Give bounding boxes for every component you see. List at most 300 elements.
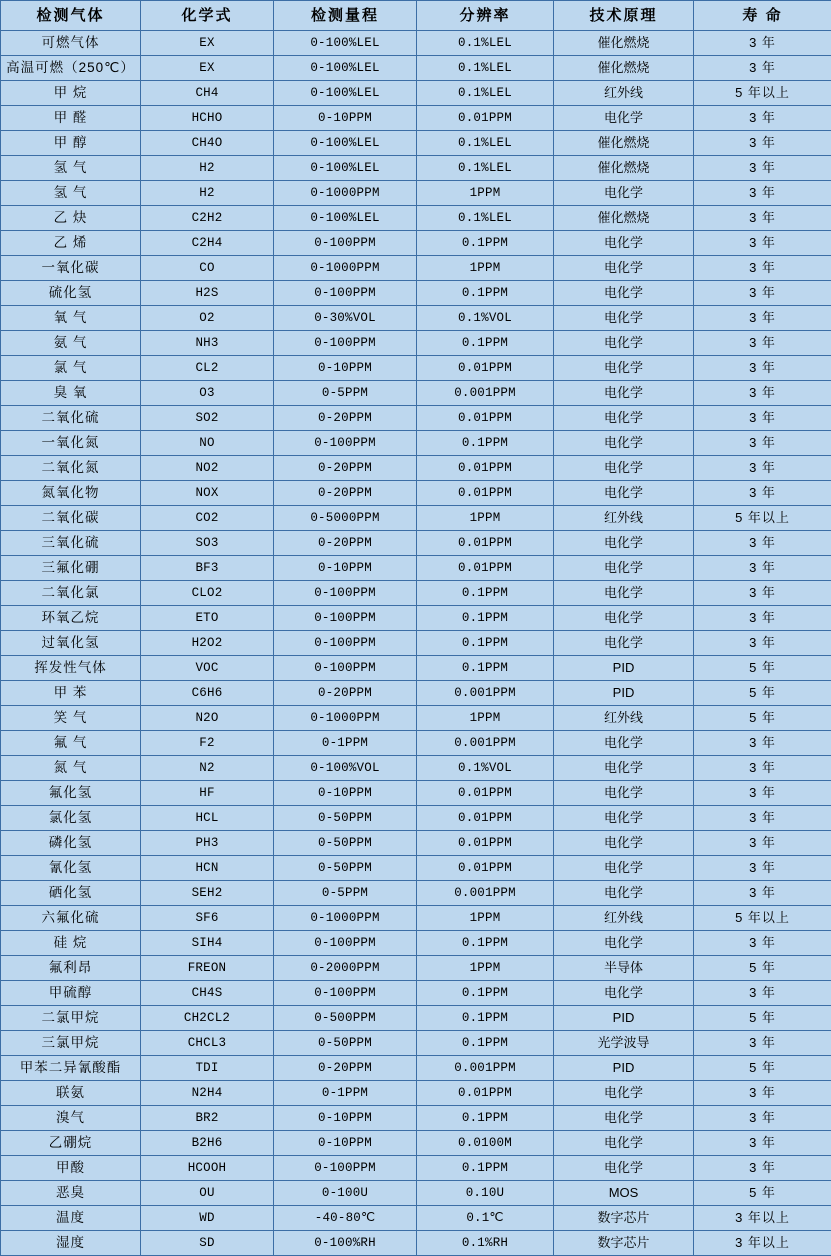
cell-technology: 电化学 xyxy=(554,606,694,631)
table-row xyxy=(1,631,831,656)
cell-technology: 电化学 xyxy=(554,931,694,956)
cell-lifespan: 3 年 xyxy=(694,756,831,781)
cell-gas-name: 硒化氢 xyxy=(1,881,141,906)
cell-lifespan: 5 年以上 xyxy=(694,506,831,531)
cell-detection-range: -40-80℃ xyxy=(274,1206,417,1231)
cell-lifespan: 5 年 xyxy=(694,656,831,681)
table-row xyxy=(1,56,831,81)
cell-technology: 催化燃烧 xyxy=(554,156,694,181)
cell-lifespan: 3 年 xyxy=(694,481,831,506)
cell-resolution: 0.1%LEL xyxy=(417,131,554,156)
table-row xyxy=(1,1156,831,1181)
cell-lifespan: 3 年 xyxy=(694,306,831,331)
table-row xyxy=(1,831,831,856)
cell-technology: 电化学 xyxy=(554,256,694,281)
cell-detection-range: 0-1000PPM xyxy=(274,706,417,731)
table-header xyxy=(1,1,831,31)
cell-technology: 电化学 xyxy=(554,731,694,756)
cell-lifespan: 3 年 xyxy=(694,231,831,256)
cell-detection-range: 0-5000PPM xyxy=(274,506,417,531)
cell-gas-name: 氮氧化物 xyxy=(1,481,141,506)
cell-detection-range: 0-20PPM xyxy=(274,531,417,556)
cell-detection-range: 0-50PPM xyxy=(274,806,417,831)
cell-detection-range: 0-10PPM xyxy=(274,556,417,581)
table-row xyxy=(1,306,831,331)
table-row xyxy=(1,456,831,481)
cell-technology: 电化学 xyxy=(554,1081,694,1106)
table-row xyxy=(1,481,831,506)
cell-resolution: 1PPM xyxy=(417,181,554,206)
cell-technology: 电化学 xyxy=(554,431,694,456)
cell-chemical-formula: CH2CL2 xyxy=(141,1006,274,1031)
cell-gas-name: 氯化氢 xyxy=(1,806,141,831)
cell-gas-name: 氟化氢 xyxy=(1,781,141,806)
cell-technology: MOS xyxy=(554,1181,694,1206)
cell-gas-name: 六氟化硫 xyxy=(1,906,141,931)
cell-lifespan: 3 年 xyxy=(694,406,831,431)
cell-chemical-formula: ETO xyxy=(141,606,274,631)
cell-lifespan: 3 年 xyxy=(694,556,831,581)
cell-detection-range: 0-20PPM xyxy=(274,481,417,506)
cell-lifespan: 3 年 xyxy=(694,1031,831,1056)
cell-resolution: 0.1%LEL xyxy=(417,206,554,231)
cell-chemical-formula: HCOOH xyxy=(141,1156,274,1181)
cell-resolution: 1PPM xyxy=(417,706,554,731)
cell-resolution: 0.01PPM xyxy=(417,856,554,881)
cell-technology: 数字芯片 xyxy=(554,1206,694,1231)
cell-technology: 电化学 xyxy=(554,981,694,1006)
cell-detection-range: 0-1000PPM xyxy=(274,181,417,206)
table-row xyxy=(1,81,831,106)
cell-resolution: 0.1%LEL xyxy=(417,156,554,181)
cell-gas-name: 臭 氧 xyxy=(1,381,141,406)
cell-gas-name: 过氧化氢 xyxy=(1,631,141,656)
cell-detection-range: 0-100PPM xyxy=(274,1156,417,1181)
cell-detection-range: 0-500PPM xyxy=(274,1006,417,1031)
cell-chemical-formula: C6H6 xyxy=(141,681,274,706)
cell-gas-name: 湿度 xyxy=(1,1231,141,1256)
table-row xyxy=(1,1206,831,1231)
cell-lifespan: 5 年以上 xyxy=(694,81,831,106)
cell-lifespan: 3 年 xyxy=(694,531,831,556)
cell-resolution: 0.1%VOL xyxy=(417,306,554,331)
cell-chemical-formula: BR2 xyxy=(141,1106,274,1131)
cell-lifespan: 3 年 xyxy=(694,581,831,606)
cell-lifespan: 3 年 xyxy=(694,1106,831,1131)
cell-chemical-formula: TDI xyxy=(141,1056,274,1081)
cell-gas-name: 可燃气体 xyxy=(1,31,141,56)
table-row xyxy=(1,731,831,756)
cell-resolution: 1PPM xyxy=(417,956,554,981)
cell-technology: 电化学 xyxy=(554,306,694,331)
cell-detection-range: 0-100PPM xyxy=(274,281,417,306)
table-row xyxy=(1,1081,831,1106)
cell-resolution: 0.1%VOL xyxy=(417,756,554,781)
cell-chemical-formula: EX xyxy=(141,56,274,81)
cell-detection-range: 0-50PPM xyxy=(274,856,417,881)
cell-technology: 电化学 xyxy=(554,406,694,431)
cell-gas-name: 氧 气 xyxy=(1,306,141,331)
cell-chemical-formula: HCHO xyxy=(141,106,274,131)
cell-gas-name: 甲硫醇 xyxy=(1,981,141,1006)
cell-lifespan: 3 年 xyxy=(694,881,831,906)
table-row xyxy=(1,356,831,381)
table-row xyxy=(1,406,831,431)
cell-resolution: 0.1PPM xyxy=(417,981,554,1006)
cell-technology: 催化燃烧 xyxy=(554,131,694,156)
cell-resolution: 0.1%LEL xyxy=(417,81,554,106)
cell-detection-range: 0-20PPM xyxy=(274,456,417,481)
cell-detection-range: 0-100PPM xyxy=(274,931,417,956)
cell-chemical-formula: FREON xyxy=(141,956,274,981)
cell-gas-name: 二氧化氮 xyxy=(1,456,141,481)
cell-lifespan: 3 年 xyxy=(694,206,831,231)
table-row xyxy=(1,1006,831,1031)
cell-resolution: 0.1PPM xyxy=(417,631,554,656)
header-detection-range: 检测量程 xyxy=(274,1,417,31)
cell-detection-range: 0-10PPM xyxy=(274,106,417,131)
cell-lifespan: 3 年 xyxy=(694,31,831,56)
cell-technology: 电化学 xyxy=(554,531,694,556)
cell-resolution: 0.01PPM xyxy=(417,806,554,831)
cell-lifespan: 3 年 xyxy=(694,256,831,281)
cell-resolution: 0.0100M xyxy=(417,1131,554,1156)
cell-resolution: 0.001PPM xyxy=(417,731,554,756)
cell-resolution: 0.1PPM xyxy=(417,1006,554,1031)
cell-lifespan: 3 年 xyxy=(694,781,831,806)
cell-resolution: 0.10U xyxy=(417,1181,554,1206)
table-row xyxy=(1,806,831,831)
cell-technology: 电化学 xyxy=(554,1156,694,1181)
cell-lifespan: 3 年 xyxy=(694,1156,831,1181)
table-row xyxy=(1,581,831,606)
cell-detection-range: 0-20PPM xyxy=(274,681,417,706)
table-row xyxy=(1,531,831,556)
cell-lifespan: 3 年 xyxy=(694,831,831,856)
cell-lifespan: 5 年 xyxy=(694,1006,831,1031)
cell-chemical-formula: CO xyxy=(141,256,274,281)
cell-gas-name: 氰化氢 xyxy=(1,856,141,881)
cell-chemical-formula: CLO2 xyxy=(141,581,274,606)
cell-chemical-formula: N2 xyxy=(141,756,274,781)
cell-detection-range: 0-100PPM xyxy=(274,656,417,681)
cell-gas-name: 挥发性气体 xyxy=(1,656,141,681)
cell-detection-range: 0-100PPM xyxy=(274,431,417,456)
cell-chemical-formula: NOX xyxy=(141,481,274,506)
cell-technology: 电化学 xyxy=(554,581,694,606)
cell-chemical-formula: SIH4 xyxy=(141,931,274,956)
cell-technology: 电化学 xyxy=(554,556,694,581)
cell-gas-name: 甲 烷 xyxy=(1,81,141,106)
cell-detection-range: 0-5PPM xyxy=(274,381,417,406)
cell-technology: 红外线 xyxy=(554,906,694,931)
cell-lifespan: 5 年以上 xyxy=(694,906,831,931)
cell-detection-range: 0-20PPM xyxy=(274,1056,417,1081)
table-row xyxy=(1,206,831,231)
cell-technology: 电化学 xyxy=(554,231,694,256)
cell-resolution: 0.01PPM xyxy=(417,456,554,481)
cell-lifespan: 5 年 xyxy=(694,956,831,981)
table-row xyxy=(1,781,831,806)
cell-detection-range: 0-100PPM xyxy=(274,981,417,1006)
cell-technology: PID xyxy=(554,1056,694,1081)
cell-gas-name: 恶臭 xyxy=(1,1181,141,1206)
table-row xyxy=(1,931,831,956)
cell-resolution: 0.1PPM xyxy=(417,331,554,356)
cell-resolution: 0.01PPM xyxy=(417,531,554,556)
cell-detection-range: 0-1PPM xyxy=(274,731,417,756)
cell-gas-name: 氨 气 xyxy=(1,331,141,356)
cell-gas-name: 一氧化碳 xyxy=(1,256,141,281)
cell-detection-range: 0-100%LEL xyxy=(274,131,417,156)
table-row xyxy=(1,706,831,731)
cell-resolution: 0.01PPM xyxy=(417,556,554,581)
cell-gas-name: 三氟化硼 xyxy=(1,556,141,581)
cell-lifespan: 3 年 xyxy=(694,131,831,156)
cell-detection-range: 0-20PPM xyxy=(274,406,417,431)
cell-technology: 数字芯片 xyxy=(554,1231,694,1256)
cell-technology: 半导体 xyxy=(554,956,694,981)
cell-resolution: 0.001PPM xyxy=(417,381,554,406)
cell-chemical-formula: CH4O xyxy=(141,131,274,156)
cell-chemical-formula: N2H4 xyxy=(141,1081,274,1106)
cell-technology: 电化学 xyxy=(554,331,694,356)
cell-resolution: 0.1PPM xyxy=(417,231,554,256)
cell-resolution: 0.01PPM xyxy=(417,406,554,431)
cell-technology: 光学波导 xyxy=(554,1031,694,1056)
cell-resolution: 0.1%LEL xyxy=(417,31,554,56)
cell-chemical-formula: N2O xyxy=(141,706,274,731)
table-row xyxy=(1,181,831,206)
cell-lifespan: 3 年 xyxy=(694,1081,831,1106)
cell-chemical-formula: PH3 xyxy=(141,831,274,856)
cell-chemical-formula: O3 xyxy=(141,381,274,406)
cell-gas-name: 氮 气 xyxy=(1,756,141,781)
cell-chemical-formula: SO2 xyxy=(141,406,274,431)
cell-gas-name: 笑 气 xyxy=(1,706,141,731)
cell-technology: 催化燃烧 xyxy=(554,56,694,81)
cell-technology: 电化学 xyxy=(554,1131,694,1156)
cell-lifespan: 3 年 xyxy=(694,56,831,81)
cell-resolution: 0.1PPM xyxy=(417,1156,554,1181)
table-row xyxy=(1,506,831,531)
cell-technology: 电化学 xyxy=(554,806,694,831)
cell-gas-name: 甲 苯 xyxy=(1,681,141,706)
cell-chemical-formula: F2 xyxy=(141,731,274,756)
table-row xyxy=(1,31,831,56)
cell-detection-range: 0-100PPM xyxy=(274,231,417,256)
table-row xyxy=(1,556,831,581)
cell-gas-name: 乙硼烷 xyxy=(1,1131,141,1156)
table-row xyxy=(1,381,831,406)
cell-resolution: 1PPM xyxy=(417,506,554,531)
cell-technology: 电化学 xyxy=(554,756,694,781)
cell-chemical-formula: WD xyxy=(141,1206,274,1231)
cell-detection-range: 0-10PPM xyxy=(274,1106,417,1131)
cell-detection-range: 0-30%VOL xyxy=(274,306,417,331)
cell-lifespan: 3 年以上 xyxy=(694,1206,831,1231)
cell-chemical-formula: HCL xyxy=(141,806,274,831)
table-row xyxy=(1,881,831,906)
table-row xyxy=(1,331,831,356)
cell-gas-name: 氢 气 xyxy=(1,181,141,206)
header-lifespan: 寿 命 xyxy=(694,1,831,31)
cell-chemical-formula: CL2 xyxy=(141,356,274,381)
cell-chemical-formula: O2 xyxy=(141,306,274,331)
cell-chemical-formula: NH3 xyxy=(141,331,274,356)
cell-detection-range: 0-100%VOL xyxy=(274,756,417,781)
cell-detection-range: 0-10PPM xyxy=(274,1131,417,1156)
table-row xyxy=(1,281,831,306)
cell-resolution: 0.1PPM xyxy=(417,606,554,631)
cell-chemical-formula: HF xyxy=(141,781,274,806)
cell-gas-name: 甲苯二异氰酸酯 xyxy=(1,1056,141,1081)
cell-gas-name: 高温可燃（250℃） xyxy=(1,56,141,81)
cell-resolution: 0.01PPM xyxy=(417,781,554,806)
cell-detection-range: 0-100PPM xyxy=(274,631,417,656)
table-row xyxy=(1,981,831,1006)
cell-detection-range: 0-50PPM xyxy=(274,831,417,856)
cell-technology: 电化学 xyxy=(554,631,694,656)
table-row xyxy=(1,681,831,706)
cell-technology: 催化燃烧 xyxy=(554,31,694,56)
cell-resolution: 0.1PPM xyxy=(417,656,554,681)
cell-resolution: 1PPM xyxy=(417,256,554,281)
cell-gas-name: 甲酸 xyxy=(1,1156,141,1181)
cell-lifespan: 3 年 xyxy=(694,381,831,406)
table-row xyxy=(1,1131,831,1156)
table-row xyxy=(1,1181,831,1206)
cell-detection-range: 0-100%LEL xyxy=(274,56,417,81)
cell-gas-name: 氢 气 xyxy=(1,156,141,181)
cell-chemical-formula: CHCL3 xyxy=(141,1031,274,1056)
cell-gas-name: 二氧化碳 xyxy=(1,506,141,531)
table-row xyxy=(1,431,831,456)
cell-technology: 电化学 xyxy=(554,831,694,856)
cell-technology: 电化学 xyxy=(554,281,694,306)
cell-technology: 红外线 xyxy=(554,506,694,531)
cell-resolution: 0.1PPM xyxy=(417,1106,554,1131)
header-row xyxy=(1,1,831,31)
cell-chemical-formula: C2H2 xyxy=(141,206,274,231)
cell-resolution: 0.1PPM xyxy=(417,281,554,306)
header-resolution: 分辨率 xyxy=(417,1,554,31)
cell-chemical-formula: C2H4 xyxy=(141,231,274,256)
cell-gas-name: 甲 醇 xyxy=(1,131,141,156)
table-row xyxy=(1,1231,831,1256)
cell-lifespan: 5 年 xyxy=(694,681,831,706)
cell-detection-range: 0-100PPM xyxy=(274,606,417,631)
cell-chemical-formula: CH4 xyxy=(141,81,274,106)
cell-gas-name: 二氧化硫 xyxy=(1,406,141,431)
cell-detection-range: 0-10PPM xyxy=(274,356,417,381)
cell-lifespan: 3 年 xyxy=(694,456,831,481)
cell-chemical-formula: EX xyxy=(141,31,274,56)
cell-detection-range: 0-1000PPM xyxy=(274,906,417,931)
cell-gas-name: 乙 炔 xyxy=(1,206,141,231)
cell-gas-name: 二氯甲烷 xyxy=(1,1006,141,1031)
cell-gas-name: 溴气 xyxy=(1,1106,141,1131)
header-technology: 技术原理 xyxy=(554,1,694,31)
cell-lifespan: 3 年 xyxy=(694,356,831,381)
cell-technology: PID xyxy=(554,1006,694,1031)
cell-chemical-formula: H2 xyxy=(141,181,274,206)
cell-technology: 催化燃烧 xyxy=(554,206,694,231)
cell-resolution: 0.1PPM xyxy=(417,1031,554,1056)
table-row xyxy=(1,956,831,981)
cell-lifespan: 3 年 xyxy=(694,106,831,131)
cell-gas-name: 环氧乙烷 xyxy=(1,606,141,631)
cell-lifespan: 3 年 xyxy=(694,606,831,631)
cell-lifespan: 5 年 xyxy=(694,1056,831,1081)
cell-lifespan: 3 年 xyxy=(694,981,831,1006)
cell-resolution: 0.01PPM xyxy=(417,106,554,131)
cell-detection-range: 0-100PPM xyxy=(274,331,417,356)
table-row xyxy=(1,1056,831,1081)
cell-gas-name: 三氯甲烷 xyxy=(1,1031,141,1056)
table-row xyxy=(1,106,831,131)
table-row xyxy=(1,231,831,256)
cell-detection-range: 0-1PPM xyxy=(274,1081,417,1106)
cell-lifespan: 3 年 xyxy=(694,806,831,831)
cell-detection-range: 0-1000PPM xyxy=(274,256,417,281)
cell-lifespan: 3 年 xyxy=(694,431,831,456)
cell-resolution: 0.1℃ xyxy=(417,1206,554,1231)
table-row xyxy=(1,656,831,681)
table-row xyxy=(1,906,831,931)
cell-technology: 电化学 xyxy=(554,181,694,206)
cell-gas-name: 乙 烯 xyxy=(1,231,141,256)
cell-technology: 电化学 xyxy=(554,481,694,506)
table-row xyxy=(1,606,831,631)
cell-lifespan: 3 年 xyxy=(694,931,831,956)
cell-lifespan: 3 年 xyxy=(694,181,831,206)
cell-detection-range: 0-100%LEL xyxy=(274,81,417,106)
cell-chemical-formula: SD xyxy=(141,1231,274,1256)
cell-detection-range: 0-100PPM xyxy=(274,581,417,606)
cell-chemical-formula: VOC xyxy=(141,656,274,681)
cell-resolution: 0.1%LEL xyxy=(417,56,554,81)
cell-technology: 红外线 xyxy=(554,706,694,731)
table-row xyxy=(1,756,831,781)
cell-gas-name: 硅 烷 xyxy=(1,931,141,956)
cell-chemical-formula: H2 xyxy=(141,156,274,181)
cell-technology: 电化学 xyxy=(554,781,694,806)
cell-resolution: 0.001PPM xyxy=(417,881,554,906)
cell-resolution: 1PPM xyxy=(417,906,554,931)
header-chemical-formula: 化学式 xyxy=(141,1,274,31)
cell-chemical-formula: SF6 xyxy=(141,906,274,931)
cell-lifespan: 3 年以上 xyxy=(694,1231,831,1256)
cell-resolution: 0.01PPM xyxy=(417,356,554,381)
cell-chemical-formula: B2H6 xyxy=(141,1131,274,1156)
cell-chemical-formula: NO xyxy=(141,431,274,456)
cell-technology: PID xyxy=(554,656,694,681)
cell-chemical-formula: NO2 xyxy=(141,456,274,481)
cell-resolution: 0.1PPM xyxy=(417,431,554,456)
cell-chemical-formula: CH4S xyxy=(141,981,274,1006)
cell-chemical-formula: OU xyxy=(141,1181,274,1206)
table-row xyxy=(1,1031,831,1056)
cell-chemical-formula: SEH2 xyxy=(141,881,274,906)
cell-resolution: 0.1PPM xyxy=(417,581,554,606)
cell-detection-range: 0-100%LEL xyxy=(274,206,417,231)
cell-detection-range: 0-10PPM xyxy=(274,781,417,806)
cell-technology: PID xyxy=(554,681,694,706)
cell-gas-name: 联氨 xyxy=(1,1081,141,1106)
cell-detection-range: 0-100%RH xyxy=(274,1231,417,1256)
cell-detection-range: 0-100%LEL xyxy=(274,31,417,56)
